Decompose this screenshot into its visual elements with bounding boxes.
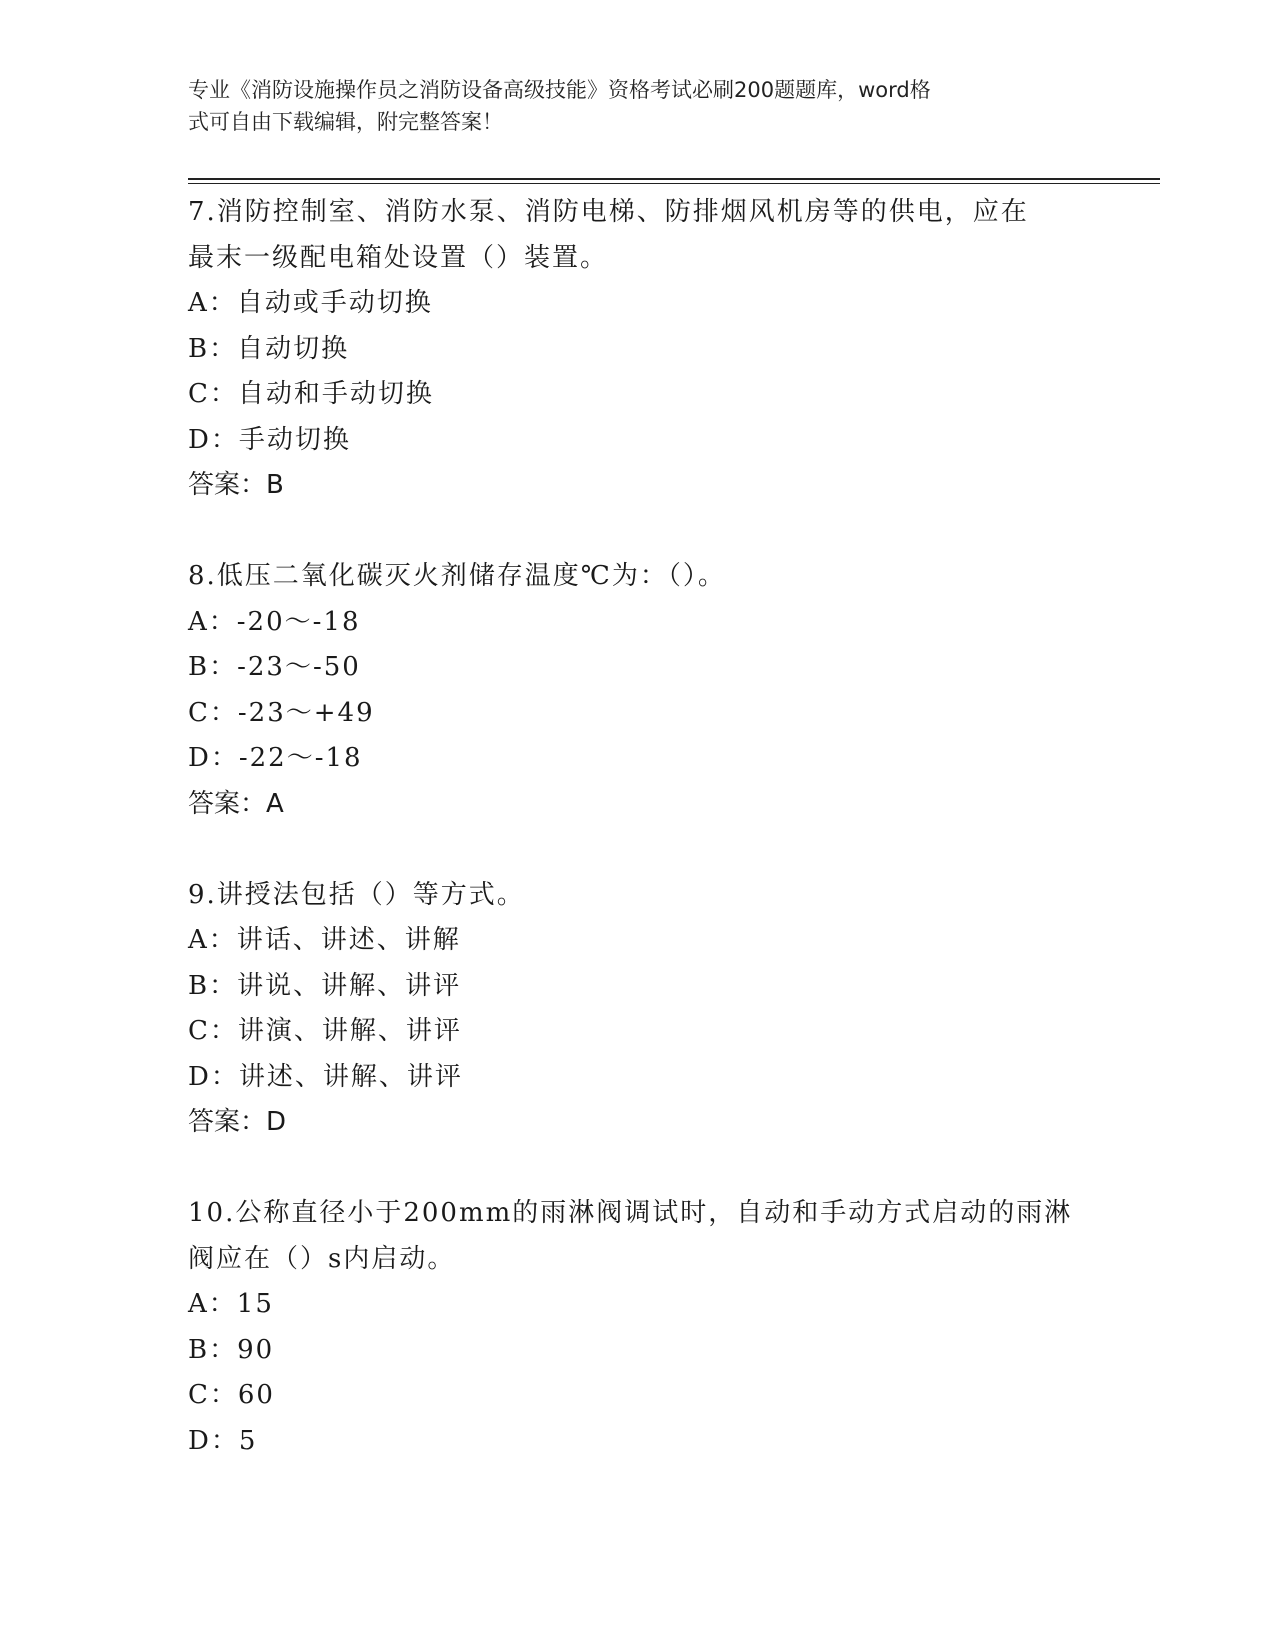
header-divider-thin [188, 183, 1160, 184]
option-b: B：自动切换 [188, 333, 350, 364]
header-line-2: 式可自由下载编辑，附完整答案！ [188, 110, 503, 134]
answer: 答案：D [188, 1107, 287, 1137]
option-b: B：-23～-50 [188, 652, 361, 682]
option-c: C：60 [188, 1380, 275, 1410]
question-stem: 10.公称直径小于200mm的雨淋阀调试时，自动和手动方式启动的雨淋 [188, 1198, 1073, 1228]
question-stem: 7.消防控制室、消防水泵、消防电梯、防排烟风机房等的供电，应在 [188, 197, 1029, 227]
spacer [188, 509, 1088, 555]
option-d: D：讲述、讲解、讲评 [188, 1061, 463, 1092]
option-b: B：90 [188, 1334, 275, 1365]
answer: 答案：B [188, 470, 284, 500]
option-a: A：讲话、讲述、讲解 [188, 925, 461, 955]
option-d: D：手动切换 [188, 424, 351, 455]
option-c: C：自动和手动切换 [188, 379, 434, 409]
question-7 [188, 190, 1088, 509]
option-c: C：讲演、讲解、讲评 [188, 1016, 462, 1046]
question-stem: 9.讲授法包括（）等方式。 [188, 879, 525, 910]
question-8 [188, 554, 1088, 827]
option-a: A：-20～-18 [188, 606, 361, 637]
spacer [188, 1146, 1088, 1192]
header-line-1: 专业《消防设施操作员之消防设备高级技能》资格考试必刷200题题库，word格 [188, 78, 931, 102]
answer: 答案：A [188, 788, 284, 819]
question-10 [188, 1191, 1088, 1464]
option-b: B：讲说、讲解、讲评 [188, 970, 462, 1001]
question-list [188, 190, 1088, 1464]
question-9 [188, 873, 1088, 1146]
option-a: A：自动或手动切换 [188, 288, 433, 318]
question-stem: 8.低压二氧化碳灭火剂储存温度℃为：（）。 [188, 561, 726, 591]
question-stem-continued: 最末一级配电箱处设置（）装置。 [188, 242, 609, 273]
option-c: C：-23～+49 [188, 697, 375, 728]
option-d: D：-22～-18 [188, 743, 363, 773]
header-divider-thick [188, 178, 1160, 180]
option-d: D：5 [188, 1425, 258, 1456]
spacer [188, 827, 1088, 873]
question-stem-continued: 阀应在（）s内启动。 [188, 1243, 456, 1274]
document-header [188, 74, 1068, 138]
option-a: A：15 [188, 1289, 274, 1319]
